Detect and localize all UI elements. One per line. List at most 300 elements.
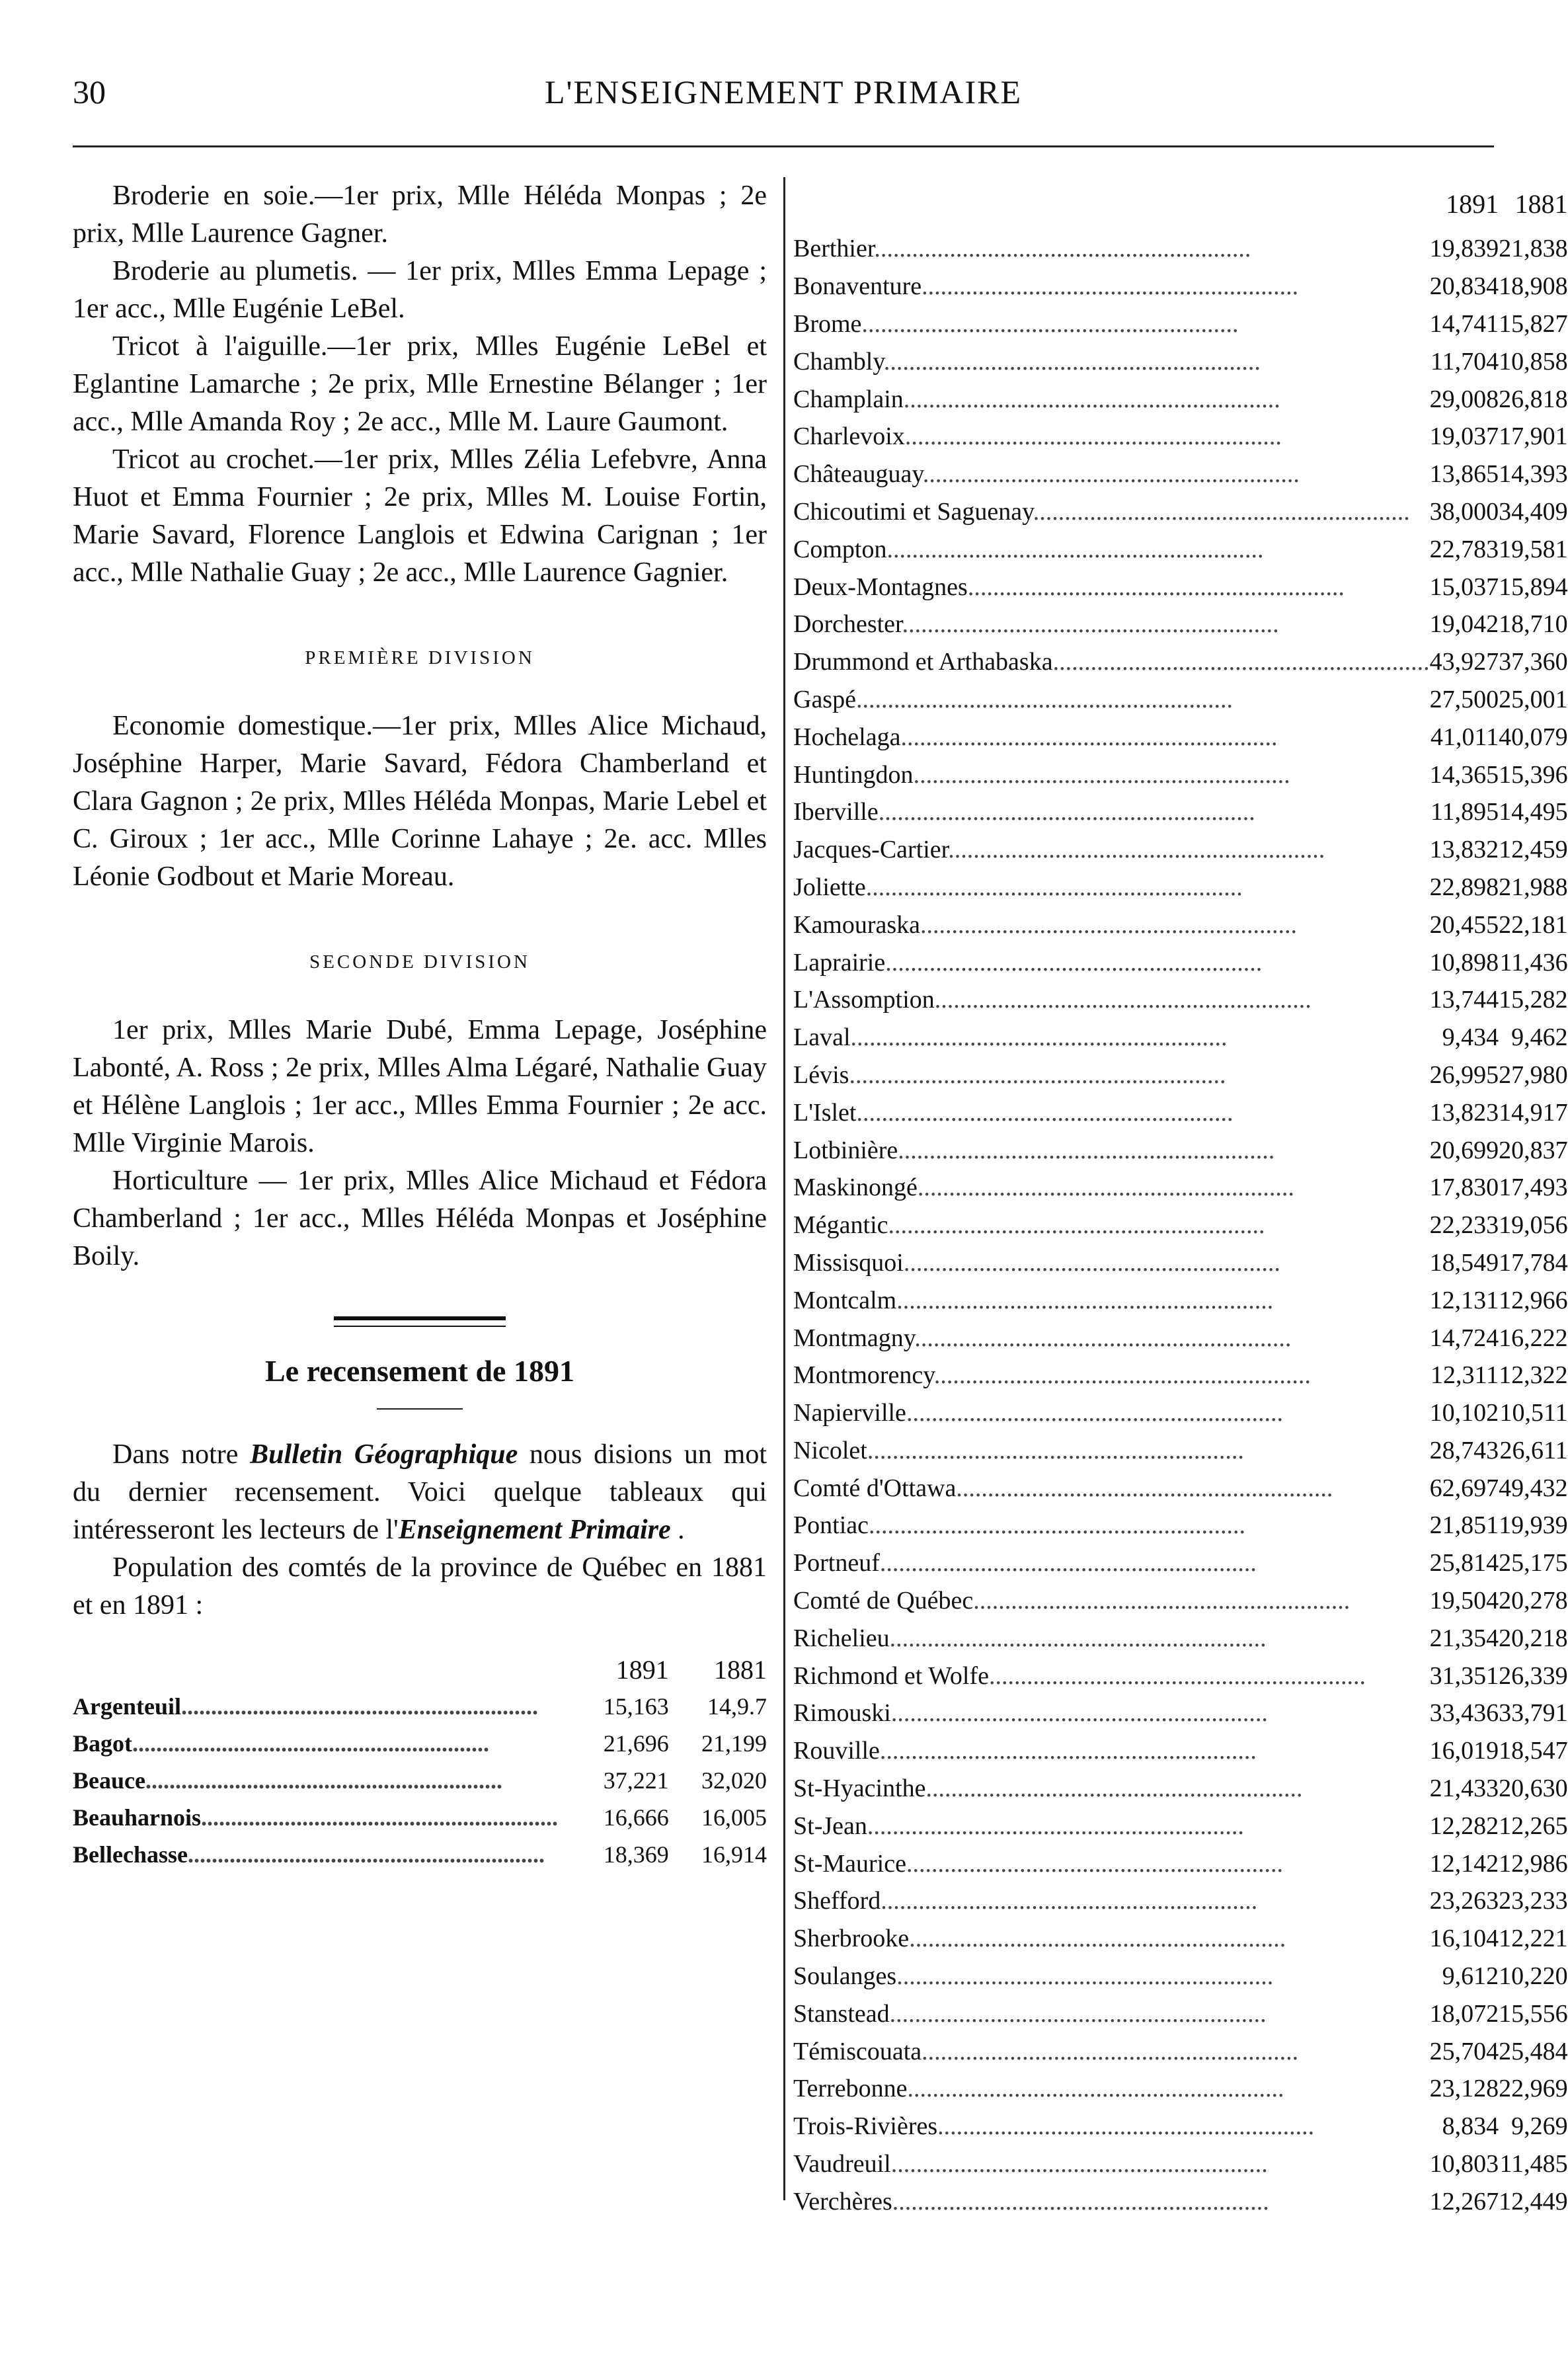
population-1881: 23,233 <box>1499 1887 1568 1915</box>
leader-dots: ............................................................ <box>892 2187 1269 2215</box>
population-1881: 16,222 <box>1499 1324 1568 1352</box>
population-1891: 19,839 <box>1429 235 1499 263</box>
county-label: Dorchester <box>793 610 902 639</box>
county-name <box>793 1882 1430 1920</box>
county-name <box>793 1732 1430 1770</box>
county-name <box>793 1357 1430 1394</box>
intro-text: . <box>670 1515 685 1545</box>
county-label: Montmorency <box>793 1361 934 1390</box>
population-1891: 12,311 <box>1431 1361 1499 1390</box>
leader-dots: ............................................................ <box>900 723 1278 751</box>
county-name <box>793 2145 1430 2183</box>
award-paragraph: Horticulture — 1er prix, Mlles Alice Michaud et Fédora Chamberland ; 1er acc., Mlles Héléda Monpas et Joséphine Boily. <box>73 1166 767 1271</box>
population-1881: 22,181 <box>1499 910 1568 939</box>
leader-dots: ............................................................ <box>132 1730 489 1757</box>
population-1891: 22,233 <box>1429 1211 1499 1240</box>
county-label: Laval <box>793 1023 851 1052</box>
leader-dots: ............................................................ <box>868 1511 1245 1540</box>
county-label: Charlevoix <box>793 422 905 451</box>
population-1891: 22,898 <box>1429 873 1499 901</box>
population-1881: 19,056 <box>1499 1211 1568 1240</box>
population-caption: Population des comtés de la province de Québec en 1881 et en 1891 : <box>73 1552 767 1620</box>
population-1891: 41,011 <box>1431 723 1499 751</box>
leader-dots: ............................................................ <box>856 1098 1234 1127</box>
table-row <box>73 1762 767 1799</box>
population-1881: 25,001 <box>1499 685 1568 713</box>
county-label: Rimouski <box>793 1699 891 1728</box>
county-name <box>793 1695 1430 1732</box>
table-row <box>793 681 1568 719</box>
population-1891: 11,704 <box>1431 347 1499 376</box>
title-rule <box>377 1408 463 1410</box>
county-label: Bonaventure <box>793 272 922 301</box>
leader-dots: ............................................................ <box>878 798 1255 826</box>
leader-dots: ............................................................ <box>885 948 1263 977</box>
right-column <box>793 177 1568 2220</box>
population-1881: 19,939 <box>1499 1511 1568 1540</box>
leader-dots: ............................................................ <box>890 1699 1268 1728</box>
county-label: Iberville <box>793 798 879 826</box>
ornament-divider <box>334 1316 506 1327</box>
table-header-row <box>793 177 1568 230</box>
leader-dots: ............................................................ <box>921 272 1299 301</box>
county-label: L'Assomption <box>793 986 935 1014</box>
population-1891: 19,042 <box>1429 610 1499 639</box>
county-label: Beauce <box>73 1767 145 1794</box>
county-name <box>793 1657 1430 1695</box>
county-label: Terrebonne <box>793 2075 908 2103</box>
county-label: Chambly <box>793 347 884 376</box>
county-name <box>793 1319 1430 1357</box>
population-1891: 19,504 <box>1429 1587 1499 1615</box>
leader-dots: ............................................................ <box>898 1136 1275 1164</box>
page-number: 30 <box>73 73 106 110</box>
county-name <box>73 1725 558 1762</box>
table-row <box>793 756 1568 793</box>
county-name <box>793 305 1430 343</box>
leader-dots: ............................................................ <box>883 347 1261 376</box>
leader-dots: ............................................................ <box>888 1211 1265 1240</box>
population-1881: 16,914 <box>701 1841 767 1868</box>
population-1891: 62,697 <box>1429 1474 1499 1502</box>
table-row <box>793 1394 1568 1432</box>
leader-dots: ............................................................ <box>906 1849 1283 1878</box>
county-name <box>793 1432 1430 1470</box>
leader-dots: ............................................................ <box>1052 648 1430 676</box>
population-1891: 20,699 <box>1429 1136 1499 1164</box>
column-divider <box>783 177 785 2200</box>
leader-dots: ............................................................ <box>906 1399 1283 1427</box>
column-header-1881: 1881 <box>714 1654 767 1685</box>
county-label: Lotbinière <box>793 1136 898 1164</box>
population-1881: 20,278 <box>1499 1587 1568 1615</box>
county-name <box>793 906 1430 943</box>
leader-dots: ............................................................ <box>145 1767 502 1794</box>
population-1881: 18,547 <box>1499 1737 1568 1765</box>
county-name <box>793 230 1430 268</box>
population-1891: 28,743 <box>1429 1436 1499 1464</box>
population-1881: 26,339 <box>1499 1661 1568 1690</box>
table-row <box>793 2070 1568 2108</box>
population-1881: 37,360 <box>1499 648 1568 676</box>
table-row <box>73 1836 767 1873</box>
leader-dots: ............................................................ <box>879 1737 1257 1765</box>
intro-text: Dans notre <box>112 1439 251 1470</box>
population-1891: 23,263 <box>1429 1887 1499 1915</box>
county-name <box>793 1920 1430 1958</box>
county-name <box>793 1958 1430 1995</box>
table-row <box>793 1845 1568 1882</box>
table-row <box>793 1319 1568 1357</box>
intro-text: nous disions un mot du dernier recensement. Voici quelque tableaux qui intéresseront les lecteurs de l' <box>73 1439 767 1545</box>
population-1881: 9,269 <box>1511 2112 1568 2141</box>
county-name <box>73 1762 558 1799</box>
population-1891: 18,072 <box>1429 1999 1499 2028</box>
table-row <box>793 981 1568 1019</box>
table-row <box>793 1732 1568 1770</box>
population-1891: 13,832 <box>1429 836 1499 864</box>
population-1891: 11,895 <box>1431 798 1499 826</box>
county-label: Montmagny <box>793 1324 915 1352</box>
table-row <box>793 1695 1568 1732</box>
leader-dots: ............................................................ <box>867 1436 1244 1464</box>
table-row <box>793 606 1568 643</box>
county-label: Vaudreuil <box>793 2150 891 2178</box>
population-1891: 21,433 <box>1429 1775 1499 1803</box>
table-row <box>793 1281 1568 1319</box>
table-row <box>793 268 1568 305</box>
population-1891: 23,128 <box>1429 2075 1499 2103</box>
population-1891: 12,142 <box>1429 1849 1499 1878</box>
county-label: Châteauguay <box>793 460 923 489</box>
population-1891: 14,365 <box>1429 760 1499 789</box>
table-row <box>793 831 1568 869</box>
population-1881: 12,221 <box>1499 1925 1568 1953</box>
county-name <box>793 869 1430 906</box>
leader-dots: ............................................................ <box>967 573 1345 601</box>
county-name <box>793 1094 1430 1131</box>
population-1881: 14,495 <box>1499 798 1568 826</box>
county-label: Bagot <box>73 1730 132 1757</box>
county-name <box>793 268 1430 305</box>
population-1881: 27,980 <box>1499 1060 1568 1089</box>
county-label: Huntingdon <box>793 760 914 789</box>
county-name <box>793 681 1430 719</box>
table-row <box>793 643 1568 681</box>
table-row <box>793 1544 1568 1582</box>
leader-dots: ............................................................ <box>909 1925 1286 1953</box>
population-1881: 11,436 <box>1499 948 1568 977</box>
seconde-division-heading: SECONDE DIVISION <box>309 951 530 973</box>
award-paragraph: Tricot au crochet.—1er prix, Mlles Zélia Lefebvre, Anna Huot et Emma Fournier ; 2e prix, Mlles M. Louise Fortin, Marie Savard, Florence Langlois et Edwina Carignan ; 1er acc., Mlle Nathalie Guay ; 2e acc., Mlle Laurence Gagnier. <box>73 444 767 588</box>
population-1891: 43,927 <box>1429 648 1499 676</box>
county-label: Deux-Montagnes <box>793 573 968 601</box>
population-1891: 12,267 <box>1429 2187 1499 2215</box>
county-name <box>793 1995 1430 2032</box>
population-1881: 9,462 <box>1511 1023 1568 1052</box>
county-name <box>73 1799 558 1836</box>
population-1891: 9,612 <box>1442 1962 1499 1991</box>
population-1881: 33,791 <box>1499 1699 1568 1728</box>
leader-dots: ............................................................ <box>855 685 1233 713</box>
county-name <box>793 1807 1430 1845</box>
population-1881: 14,9.7 <box>707 1693 767 1720</box>
population-1881: 12,966 <box>1499 1286 1568 1314</box>
leader-dots: ............................................................ <box>920 910 1298 939</box>
county-name <box>793 2182 1430 2220</box>
county-label: Rouville <box>793 1737 880 1765</box>
population-1891: 25,704 <box>1429 2037 1499 2065</box>
county-name <box>793 1544 1430 1582</box>
table-row <box>793 718 1568 756</box>
population-1891: 9,434 <box>1442 1023 1499 1052</box>
table-row <box>793 568 1568 606</box>
table-row <box>793 1469 1568 1507</box>
population-1881: 10,220 <box>1499 1962 1568 1991</box>
population-1891: 37,221 <box>603 1767 669 1794</box>
leader-dots: ............................................................ <box>925 1775 1303 1803</box>
population-1881: 14,917 <box>1499 1098 1568 1127</box>
county-name <box>793 342 1430 380</box>
table-row <box>793 380 1568 418</box>
leader-dots: ............................................................ <box>937 2112 1315 2141</box>
leader-dots: ............................................................ <box>903 385 1280 413</box>
table-row <box>793 2145 1568 2183</box>
population-1881: 12,322 <box>1499 1361 1568 1390</box>
population-1881: 15,827 <box>1499 309 1568 338</box>
table-row <box>793 793 1568 831</box>
leader-dots: ............................................................ <box>922 460 1300 489</box>
county-label: St-Hyacinthe <box>793 1775 926 1803</box>
population-1891: 20,455 <box>1429 910 1499 939</box>
table-row <box>73 1688 767 1725</box>
population-1891: 13,823 <box>1429 1098 1499 1127</box>
population-1891: 21,851 <box>1429 1511 1499 1540</box>
population-1881: 20,218 <box>1499 1624 1568 1652</box>
census-intro <box>73 1436 767 1549</box>
county-name <box>793 606 1430 643</box>
leader-dots: ............................................................ <box>913 760 1290 789</box>
population-1891: 20,834 <box>1429 272 1499 301</box>
leader-dots: ............................................................ <box>890 2150 1268 2178</box>
table-row <box>793 418 1568 456</box>
county-name <box>793 1244 1430 1282</box>
population-1881: 16,005 <box>701 1804 767 1831</box>
leader-dots: ............................................................ <box>889 1999 1267 2028</box>
population-table-right <box>793 177 1568 2220</box>
county-label: Joliette <box>793 873 866 901</box>
table-row <box>793 342 1568 380</box>
population-1881: 18,908 <box>1499 272 1568 301</box>
county-name <box>793 1394 1430 1432</box>
population-1881: 12,449 <box>1499 2187 1568 2215</box>
leader-dots: ............................................................ <box>896 1286 1274 1314</box>
population-1891: 15,037 <box>1429 573 1499 601</box>
running-title: L'ENSEIGNEMENT PRIMAIRE <box>544 73 1023 110</box>
county-name <box>793 1281 1430 1319</box>
population-1891: 21,696 <box>603 1730 669 1757</box>
population-1881: 26,818 <box>1499 385 1568 413</box>
county-label: Berthier <box>793 235 875 263</box>
population-1891: 15,163 <box>603 1693 669 1720</box>
population-1891: 10,898 <box>1429 948 1499 977</box>
population-1881: 15,894 <box>1499 573 1568 601</box>
county-label: Pontiac <box>793 1511 869 1540</box>
county-name <box>793 718 1430 756</box>
county-name <box>793 643 1430 681</box>
population-1891: 25,814 <box>1429 1549 1499 1577</box>
county-name <box>793 1207 1430 1244</box>
header-rule <box>73 145 1494 147</box>
population-1881: 19,581 <box>1499 535 1568 563</box>
population-1881: 26,611 <box>1499 1436 1568 1464</box>
county-label: St-Jean <box>793 1812 867 1840</box>
leader-dots: ............................................................ <box>849 1060 1226 1089</box>
county-name <box>793 1845 1430 1882</box>
table-row <box>793 2108 1568 2145</box>
county-label: Shefford <box>793 1887 881 1915</box>
county-label: Sherbrooke <box>793 1925 910 1953</box>
population-1891: 16,019 <box>1429 1737 1499 1765</box>
county-name <box>793 981 1430 1019</box>
population-1891: 10,102 <box>1429 1399 1499 1427</box>
population-1881: 12,265 <box>1499 1812 1568 1840</box>
county-label: Richelieu <box>793 1624 890 1652</box>
population-1891: 31,351 <box>1429 1661 1499 1690</box>
population-1881: 10,511 <box>1499 1399 1568 1427</box>
population-1891: 38,000 <box>1429 497 1499 526</box>
leader-dots: ............................................................ <box>917 1174 1294 1202</box>
county-label: Champlain <box>793 385 904 413</box>
table-row <box>793 1169 1568 1207</box>
population-1891: 12,131 <box>1429 1286 1499 1314</box>
county-label: Maskinongé <box>793 1174 918 1202</box>
page-header <box>73 66 1494 126</box>
county-name <box>793 943 1430 981</box>
table-row <box>73 1725 767 1762</box>
county-name <box>793 493 1430 531</box>
population-1891: 16,666 <box>603 1804 669 1831</box>
population-1881: 12,986 <box>1499 1849 1568 1878</box>
table-row <box>793 1958 1568 1995</box>
premiere-division-heading: PREMIÈRE DIVISION <box>305 647 535 668</box>
table-row <box>73 1799 767 1836</box>
county-name <box>793 2108 1430 2145</box>
county-label: Comté d'Ottawa <box>793 1474 957 1502</box>
county-name <box>793 831 1430 869</box>
population-1881: 20,837 <box>1499 1136 1568 1164</box>
leader-dots: ............................................................ <box>904 422 1282 451</box>
table-row <box>793 1920 1568 1958</box>
leader-dots: ............................................................ <box>881 1887 1258 1915</box>
table-row <box>793 906 1568 943</box>
leader-dots: ............................................................ <box>861 309 1239 338</box>
leader-dots: ............................................................ <box>850 1023 1228 1052</box>
awards-list <box>73 177 767 592</box>
population-1881: 22,969 <box>1499 2075 1568 2103</box>
leader-dots: ............................................................ <box>886 535 1264 563</box>
leader-dots: ............................................................ <box>180 1693 538 1720</box>
table-row <box>793 1019 1568 1057</box>
county-label: Nicolet <box>793 1436 867 1464</box>
population-1891: 33,436 <box>1429 1699 1499 1728</box>
county-name <box>793 1582 1430 1620</box>
table-row <box>793 530 1568 568</box>
population-1891: 19,037 <box>1429 422 1499 451</box>
population-1881: 25,175 <box>1499 1549 1568 1577</box>
table-row <box>793 1582 1568 1620</box>
table-row <box>793 1657 1568 1695</box>
leader-dots: ............................................................ <box>948 836 1325 864</box>
population-1891: 14,741 <box>1429 309 1499 338</box>
population-1881: 17,784 <box>1499 1248 1568 1277</box>
table-row <box>793 1057 1568 1094</box>
table-row <box>793 230 1568 268</box>
county-label: Trois-Rivières <box>793 2112 938 2141</box>
county-label: Comté de Québec <box>793 1587 974 1615</box>
population-1891: 26,995 <box>1429 1060 1499 1089</box>
table-row <box>793 1770 1568 1808</box>
county-label: Gaspé <box>793 685 856 713</box>
population-1891: 21,354 <box>1429 1624 1499 1652</box>
county-label: Mégantic <box>793 1211 888 1240</box>
county-label: Hochelaga <box>793 723 901 751</box>
leader-dots: ............................................................ <box>903 1248 1280 1277</box>
leader-dots: ............................................................ <box>914 1324 1292 1352</box>
population-1891: 17,830 <box>1429 1174 1499 1202</box>
table-row <box>793 1207 1568 1244</box>
leader-dots: ............................................................ <box>187 1841 545 1868</box>
county-name <box>73 1836 558 1873</box>
leader-dots: ............................................................ <box>201 1804 559 1831</box>
county-label: Verchères <box>793 2187 892 2215</box>
population-1891: 18,549 <box>1429 1248 1499 1277</box>
population-1881: 11,485 <box>1499 2150 1568 2178</box>
table-header-row <box>73 1651 767 1688</box>
population-1881: 34,409 <box>1499 497 1568 526</box>
county-name <box>793 793 1430 831</box>
county-name <box>793 530 1430 568</box>
population-1891: 29,008 <box>1429 385 1499 413</box>
population-1881: 15,282 <box>1499 986 1568 1014</box>
leader-dots: ............................................................ <box>902 610 1279 639</box>
population-1891: 13,744 <box>1429 986 1499 1014</box>
county-label: Chicoutimi et Saguenay <box>793 497 1033 526</box>
population-1881: 17,901 <box>1499 422 1568 451</box>
population-1881: 18,710 <box>1499 610 1568 639</box>
population-1881: 20,630 <box>1499 1775 1568 1803</box>
population-1891: 8,834 <box>1442 2112 1499 2141</box>
table-row <box>793 869 1568 906</box>
county-label: Lévis <box>793 1060 849 1089</box>
county-name <box>793 1169 1430 1207</box>
table-row <box>793 1507 1568 1544</box>
population-1891: 14,724 <box>1429 1324 1499 1352</box>
table-row <box>793 2032 1568 2070</box>
county-label: Richmond et Wolfe <box>793 1661 989 1690</box>
table-row <box>793 943 1568 981</box>
county-name <box>793 380 1430 418</box>
population-1881: 17,493 <box>1499 1174 1568 1202</box>
census-title: Le recensement de 1891 <box>265 1354 574 1388</box>
intro-emphasis: Enseignement Primaire <box>398 1515 671 1545</box>
county-label: Kamouraska <box>793 910 921 939</box>
award-paragraph: Economie domestique.—1er prix, Mlles Alice Michaud, Joséphine Harper, Marie Savard, Fédora Chamberland et Clara Gagnon ; 2e prix, Mlles Héléda Monpas, Marie Lebel et C. Giroux ; 1er acc., Mlle Corinne Lahaye ; 2e. acc. Mlles Léonie Godbout et Marie Moreau. <box>73 711 767 892</box>
county-name <box>793 2032 1430 2070</box>
county-label: Argenteuil <box>73 1693 181 1720</box>
table-row <box>793 1807 1568 1845</box>
population-1881: 21,838 <box>1499 235 1568 263</box>
